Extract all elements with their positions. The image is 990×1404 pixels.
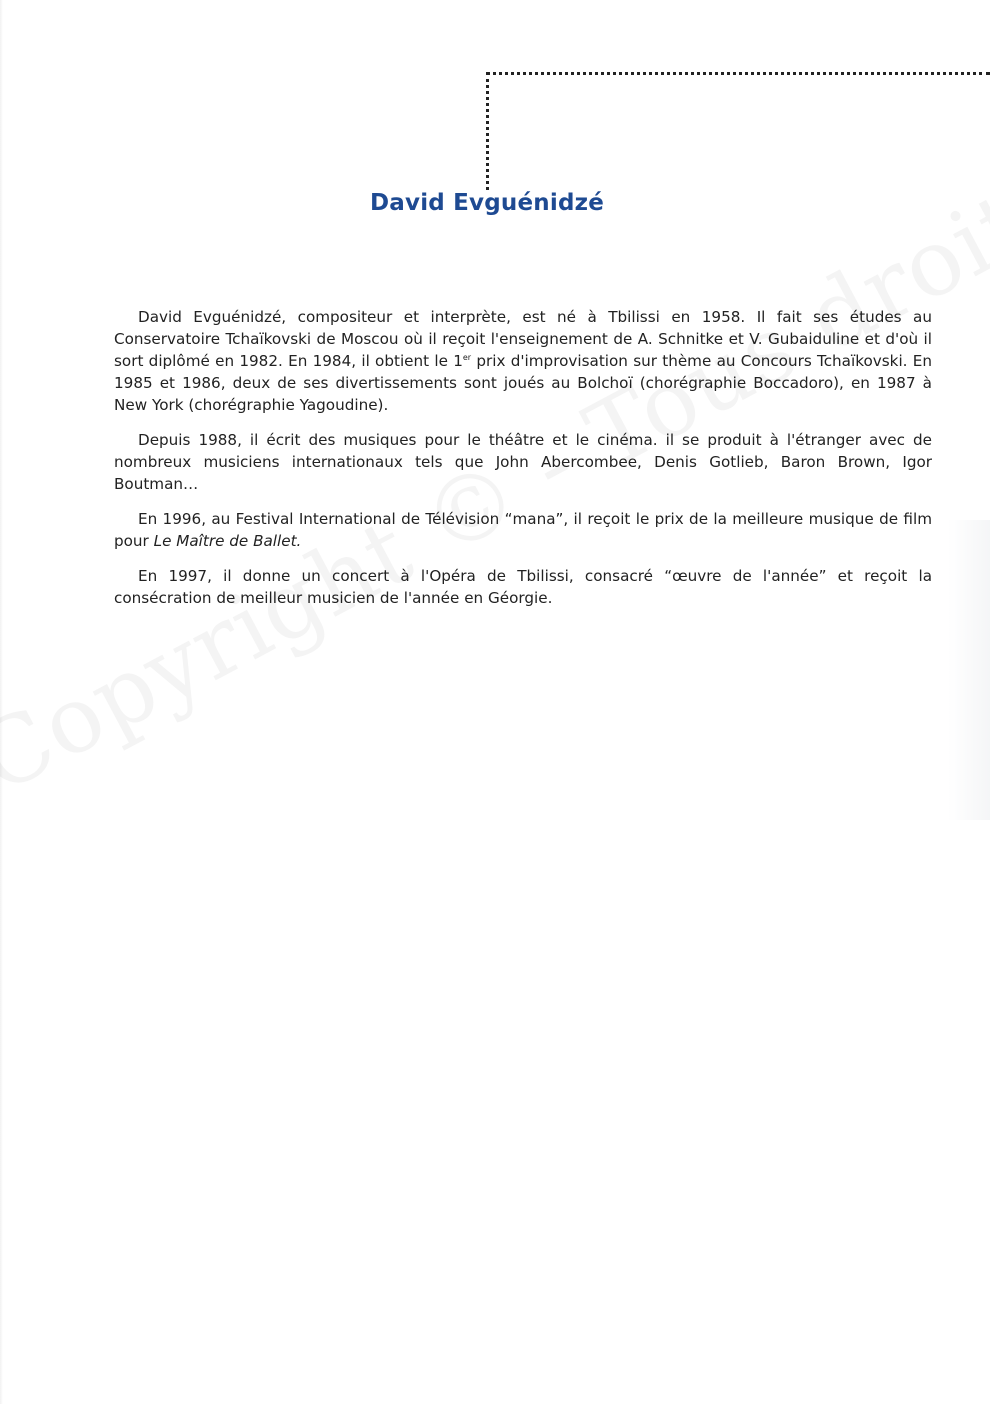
dotted-frame-left (486, 72, 489, 190)
paragraph-4: En 1997, il donne un concert à l'Opéra de Tbilissi, consacré “œuvre de l'année” et reçoit la consécration de meilleur musicien de l'année en Géorgie. (114, 567, 932, 607)
paragraph-1 (114, 306, 932, 416)
paragraph-3 (114, 508, 932, 552)
ordinal-superscript: er (462, 352, 472, 362)
paragraph-1-text-a: David Evguénidzé, compositeur et interprète, est né à Tbilissi en 1958. Il fait ses études au Conservatoire Tchaïkovski de Moscou où il reçoit l'enseignement de A. Schnitke et V. Gubaiduline et d'où il sort diplômé en 1982. En 1984, il obtient le 1 (114, 308, 932, 370)
page-title: David Evguénidzé (369, 190, 604, 216)
paragraph-3-text: En 1996, au Festival International de Télévision “mana”, il reçoit le prix de la meilleure musique de film pour (114, 510, 932, 550)
biography-text (114, 306, 932, 622)
page-title-wrapper (0, 190, 990, 216)
dotted-frame-top (486, 72, 990, 75)
paragraph-1-text-b: prix d'improvisation sur thème au Concours Tchaïkovski. En 1985 et 1986, deux de ses divertissements sont joués au Bolchoï (chorégraphie Boccadoro), en 1987 à New York (chorégraphie Yagoudine). (114, 352, 932, 414)
paragraph-2: Depuis 1988, il écrit des musiques pour le théâtre et le cinéma. il se produit à l'étranger avec de nombreux musiciens internationaux tels que John Abercombee, Denis Gotlieb, Baron Brown, Igor Boutman… (114, 431, 932, 493)
film-title: Le Maître de Ballet. (153, 532, 302, 550)
page-edge-shade (948, 520, 990, 820)
